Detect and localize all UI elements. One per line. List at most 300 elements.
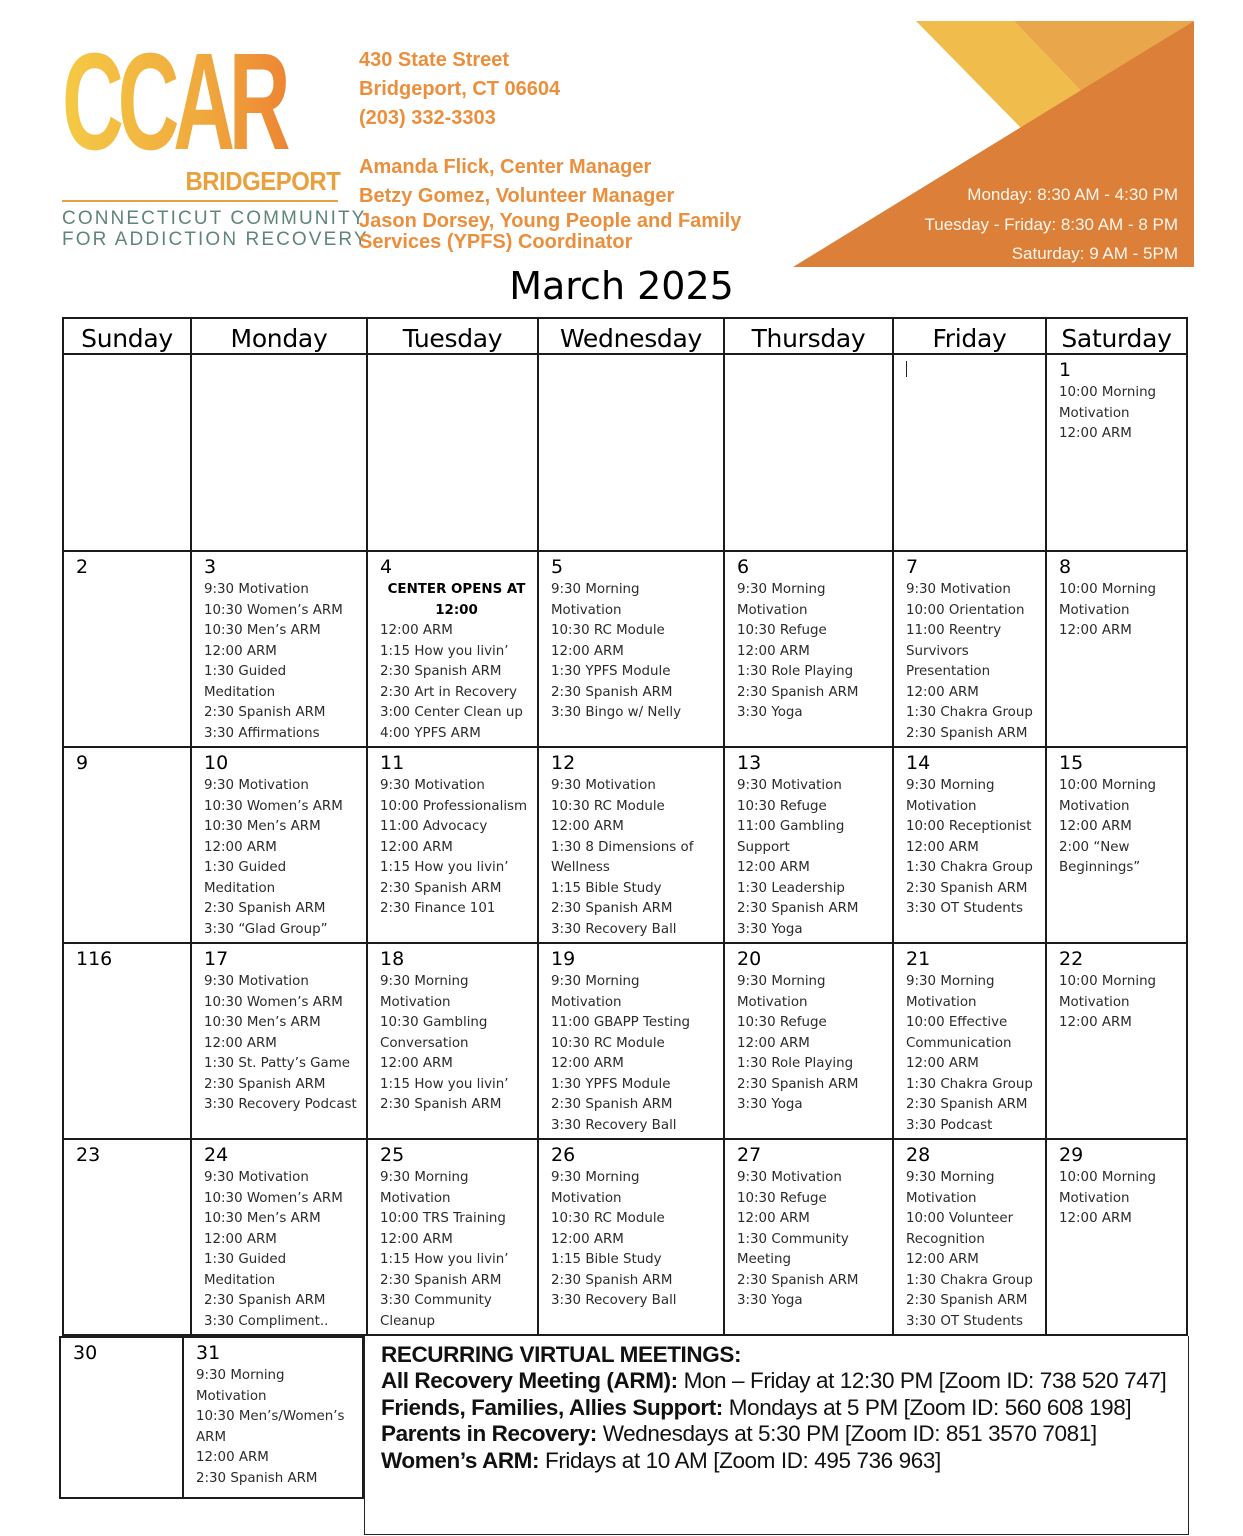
staff-ypfs-coordinator-cont: Services (YPFS) Coordinator <box>359 231 633 253</box>
event-line: 1:15 How you livin’ <box>380 643 509 659</box>
event-line: 2:30 Finance 101 <box>380 901 496 916</box>
event-line: 10:00 Orientation <box>906 602 1025 618</box>
event-line: 9:30 Motivation <box>204 974 309 989</box>
event-line: 11:00 Advocacy <box>380 819 488 834</box>
event-line: 12:00 ARM <box>380 623 453 638</box>
event-line: Conversation <box>380 1035 469 1051</box>
event-line: 10:00 Morning <box>1059 385 1157 400</box>
day-cell-3 <box>191 551 367 747</box>
logo-wordmark: CCAR <box>62 42 347 168</box>
event-line: 2:30 Spanish ARM <box>196 1470 318 1486</box>
event-line: 2:30 Spanish ARM <box>204 1293 326 1308</box>
event-line: 10:30 Men’s ARM <box>204 623 321 638</box>
event-line: 12:00 ARM <box>1059 819 1132 834</box>
event-line: 10:30 Men’s/Women’s <box>196 1409 345 1424</box>
week-row-5 <box>63 1139 1187 1335</box>
event-line: 3:30 Bingo w/ Nelly <box>551 705 682 720</box>
event-line: 10:00 TRS Training <box>380 1211 506 1226</box>
day-cell-26 <box>538 1139 724 1335</box>
event-line: 12:00 ARM <box>906 839 979 855</box>
day-cell-18 <box>367 943 538 1139</box>
month-title: March 2025 <box>509 264 734 308</box>
event-line: 1:30 Guided <box>204 1252 287 1267</box>
weekday-saturday: Saturday <box>1046 318 1187 354</box>
event-line: Motivation <box>1059 994 1130 1010</box>
calendar-last-week <box>59 1336 364 1499</box>
event-line: 11:00 Gambling <box>737 819 845 834</box>
empty-day-cell <box>191 354 367 551</box>
event-line: 3:30 Recovery Ball <box>551 1117 677 1133</box>
event-line: 9:30 Motivation <box>204 1170 309 1185</box>
day-cell-9 <box>63 747 191 943</box>
text-cursor-mark <box>906 361 907 377</box>
event-list <box>380 580 533 744</box>
event-line: 10:30 Men’s ARM <box>204 1211 321 1226</box>
event-list <box>906 972 1041 1136</box>
event-line: 9:30 Morning <box>551 582 640 597</box>
day-number: 22 <box>1059 948 1084 970</box>
event-line: 2:30 Spanish ARM <box>204 901 326 916</box>
event-line: 10:00 Morning <box>1059 778 1157 793</box>
event-line: 3:30 OT Students <box>906 901 1023 916</box>
event-line: 2:30 Spanish ARM <box>551 1272 673 1288</box>
event-line: 9:30 Morning <box>906 1170 995 1185</box>
event-line: 10:30 RC Module <box>551 1035 665 1051</box>
event-line: Motivation <box>551 994 622 1010</box>
day-number: 27 <box>737 1144 762 1166</box>
event-line: 9:30 Motivation <box>737 1170 842 1185</box>
event-list <box>380 776 533 920</box>
address-line-2: Bridgeport, CT 06604 <box>359 78 561 100</box>
tagline-line-1: CONNECTICUT COMMUNITY <box>62 208 367 229</box>
event-line: 10:00 Morning <box>1059 582 1157 597</box>
event-line: 10:30 Refuge <box>737 1015 827 1030</box>
staff-center-manager: Amanda Flick, Center Manager <box>359 156 652 178</box>
day-cell-30 <box>60 1337 183 1498</box>
day-cell-6 <box>724 551 893 747</box>
event-line: 10:30 RC Module <box>551 1211 665 1226</box>
event-line: Motivation <box>906 1190 977 1206</box>
day-number: 4 <box>380 556 393 578</box>
event-list <box>204 972 362 1116</box>
event-line: Motivation <box>551 1190 622 1206</box>
event-line: Motivation <box>906 994 977 1010</box>
event-line: Motivation <box>906 798 977 814</box>
event-line: 3:30 Yoga <box>737 1293 803 1308</box>
event-line: 1:30 YPFS Module <box>551 664 671 679</box>
event-line: 2:30 Art in Recovery <box>380 684 518 700</box>
event-line: 12:00 ARM <box>196 1450 269 1465</box>
event-line: 9:30 Motivation <box>551 778 656 793</box>
empty-day-cell <box>538 354 724 551</box>
event-line: 9:30 Morning <box>737 582 826 597</box>
event-line: 2:30 Spanish ARM <box>380 664 502 679</box>
event-line: 1:15 Bible Study <box>551 880 662 896</box>
event-line: 3:30 Recovery Ball <box>551 921 677 937</box>
event-line: 1:15 How you livin’ <box>380 860 509 875</box>
event-line: 1:15 How you livin’ <box>380 1252 509 1267</box>
event-line: 1:30 Chakra Group <box>906 1076 1033 1092</box>
day-cell-28 <box>893 1139 1046 1335</box>
event-line: 9:30 Motivation <box>737 778 842 793</box>
event-line: 9:30 Morning <box>551 1170 640 1185</box>
weekday-monday: Monday <box>191 318 367 354</box>
day-number: 26 <box>551 1144 576 1166</box>
day-cell-20 <box>724 943 893 1139</box>
day-number: 14 <box>906 752 931 774</box>
event-line: 2:30 Spanish ARM <box>551 1097 673 1112</box>
day-number: 8 <box>1059 556 1072 578</box>
event-list <box>1059 1168 1182 1230</box>
event-line: 1:30 Chakra Group <box>906 860 1033 875</box>
hours-list <box>924 180 1178 269</box>
day-cell-2 <box>63 551 191 747</box>
event-line: 12:00 ARM <box>1059 1015 1132 1030</box>
day-number: 10 <box>204 752 229 774</box>
virtual-meeting-parents: Parents in Recovery: Wednesdays at 5:30 PM [Zoom ID: 851 3570 7081] <box>381 1421 1097 1447</box>
event-line: Presentation <box>906 664 991 679</box>
event-line: Motivation <box>1059 602 1130 618</box>
event-line: 12:00 ARM <box>380 1056 453 1071</box>
event-line: 1:30 Chakra Group <box>906 705 1033 720</box>
event-list <box>380 1168 533 1332</box>
day-number: 21 <box>906 948 931 970</box>
day-number: 18 <box>380 948 405 970</box>
event-line: 2:30 Spanish ARM <box>906 725 1028 741</box>
day-cell-22 <box>1046 943 1187 1139</box>
week-row-2 <box>63 551 1187 747</box>
event-line: 3:30 Yoga <box>737 705 803 720</box>
day-cell-14 <box>893 747 1046 943</box>
day-cell-7 <box>893 551 1046 747</box>
day-cell-10 <box>191 747 367 943</box>
day-number: 19 <box>551 948 576 970</box>
day-number: 116 <box>76 948 113 970</box>
phone-number: (203) 332-3303 <box>359 107 496 129</box>
hours-banner <box>793 21 1194 267</box>
event-line: 9:30 Motivation <box>204 778 309 793</box>
event-line: 12:00 ARM <box>204 1035 277 1051</box>
event-line: 1:30 Leadership <box>737 880 845 896</box>
event-line: 9:30 Motivation <box>380 778 485 793</box>
day-number: 1 <box>1059 359 1072 381</box>
event-line: Motivation <box>380 994 451 1010</box>
weekday-thursday: Thursday <box>724 318 893 354</box>
event-list <box>1059 580 1182 642</box>
day-cell-4 <box>367 551 538 747</box>
event-line: Motivation <box>1059 798 1130 814</box>
event-line: ARM <box>196 1429 227 1445</box>
event-line: 2:30 Spanish ARM <box>380 1097 502 1112</box>
event-list <box>551 580 719 724</box>
logo-divider <box>62 200 338 202</box>
event-line: 12:00 ARM <box>737 1211 810 1226</box>
event-line: 10:00 Morning <box>1059 974 1157 989</box>
day-number: 25 <box>380 1144 405 1166</box>
event-list <box>906 776 1041 920</box>
event-line: 3:30 OT Students <box>906 1313 1023 1329</box>
event-line: 12:00 ARM <box>551 1231 624 1247</box>
event-line: Motivation <box>737 994 808 1010</box>
center-notice: CENTER OPENS AT <box>387 582 526 597</box>
event-list <box>551 776 719 940</box>
day-cell-15 <box>1046 747 1187 943</box>
day-cell-5 <box>538 551 724 747</box>
event-line: 12:00 ARM <box>204 1231 277 1247</box>
event-line: 10:00 Volunteer <box>906 1211 1014 1226</box>
event-line: 2:30 Spanish ARM <box>551 901 673 916</box>
event-line: 12:00 ARM <box>906 1056 979 1071</box>
day-cell-1 <box>1046 354 1187 551</box>
weekday-tuesday: Tuesday <box>367 318 538 354</box>
event-list <box>737 1168 888 1312</box>
event-line: 10:30 Refuge <box>737 798 827 814</box>
event-line: 2:30 Spanish ARM <box>737 1076 859 1092</box>
day-cell-31 <box>183 1337 363 1498</box>
event-line: Meditation <box>204 684 276 700</box>
event-line: Recognition <box>906 1231 985 1247</box>
event-line: 2:30 Spanish ARM <box>737 684 859 700</box>
event-line: 9:30 Motivation <box>204 582 309 597</box>
day-number: 28 <box>906 1144 931 1166</box>
event-line: 12:00 ARM <box>380 1231 453 1247</box>
week-row-1 <box>63 354 1187 551</box>
weekday-header-row <box>63 318 1187 354</box>
event-line: 2:30 Spanish ARM <box>906 1293 1028 1308</box>
empty-day-cell <box>893 354 1046 551</box>
event-line: 2:30 Spanish ARM <box>380 1272 502 1288</box>
event-line: 2:30 Spanish ARM <box>551 684 673 700</box>
event-line: 3:00 Center Clean up <box>380 705 523 720</box>
day-number: 5 <box>551 556 564 578</box>
event-line: 1:30 Role Playing <box>737 1056 854 1071</box>
event-line: 12:00 ARM <box>1059 426 1132 441</box>
recurring-virtual-meetings <box>364 1336 1189 1535</box>
ccar-logo <box>62 25 369 250</box>
tagline-line-2: FOR ADDICTION RECOVERY <box>62 229 369 250</box>
event-line: Communication <box>906 1035 1012 1051</box>
event-line: 10:00 Professionalism <box>380 798 528 814</box>
virtual-meeting-arm: All Recovery Meeting (ARM): Mon – Friday at 12:30 PM [Zoom ID: 738 520 747] <box>381 1368 1167 1394</box>
event-line: 2:30 Spanish ARM <box>204 705 326 720</box>
day-number: 9 <box>76 752 89 774</box>
event-line: 11:00 GBAPP Testing <box>551 1015 691 1030</box>
event-line: 12:00 ARM <box>1059 1211 1132 1226</box>
hours-tue-fri: Tuesday - Friday: 8:30 AM - 8 PM <box>924 214 1178 234</box>
address-line-1: 430 State Street <box>359 49 510 71</box>
day-number: 24 <box>204 1144 229 1166</box>
day-number: 15 <box>1059 752 1084 774</box>
event-list <box>737 776 888 940</box>
event-list <box>380 972 533 1116</box>
empty-day-cell <box>724 354 893 551</box>
day-cell-19 <box>538 943 724 1139</box>
event-line: 1:15 Bible Study <box>551 1252 662 1267</box>
event-line: 10:00 Effective <box>906 1015 1008 1030</box>
event-list <box>204 1168 362 1332</box>
calendar-grid <box>62 317 1188 1336</box>
day-cell-24 <box>191 1139 367 1335</box>
event-line: 10:30 Refuge <box>737 1190 827 1206</box>
event-line: 10:30 RC Module <box>551 798 665 814</box>
event-line: 2:30 Spanish ARM <box>737 901 859 916</box>
day-cell-116 <box>63 943 191 1139</box>
event-line: 2:30 Spanish ARM <box>204 1076 326 1092</box>
event-line: 10:30 Women’s ARM <box>204 602 343 618</box>
event-line: 3:30 Podcast <box>906 1117 993 1133</box>
day-number: 29 <box>1059 1144 1084 1166</box>
event-line: 3:30 Community <box>380 1293 492 1308</box>
event-line: 10:30 Men’s ARM <box>204 819 321 834</box>
event-list <box>1059 776 1182 879</box>
center-notice: 12:00 <box>435 602 478 618</box>
weekday-sunday: Sunday <box>63 318 191 354</box>
event-list <box>196 1366 358 1489</box>
event-line: 10:30 Gambling <box>380 1015 488 1030</box>
event-line: 9:30 Morning <box>380 974 469 989</box>
hours-saturday: Saturday: 9 AM - 5PM <box>1011 244 1178 263</box>
event-line: 1:30 Guided <box>204 860 287 875</box>
event-line: 12:00 ARM <box>551 819 624 834</box>
event-line: 3:30 Recovery Ball <box>551 1293 677 1308</box>
event-line: Meditation <box>204 1272 276 1288</box>
day-number: 23 <box>76 1144 101 1166</box>
event-line: Motivation <box>1059 1190 1130 1206</box>
empty-day-cell <box>367 354 538 551</box>
event-line: Cleanup <box>380 1313 435 1329</box>
event-line: 12:00 ARM <box>737 860 810 875</box>
event-line: Meeting <box>737 1252 791 1267</box>
event-line: Motivation <box>551 602 622 618</box>
day-cell-23 <box>63 1139 191 1335</box>
event-line: 9:30 Morning <box>380 1170 469 1185</box>
day-cell-11 <box>367 747 538 943</box>
event-list <box>1059 972 1182 1034</box>
event-list <box>551 972 719 1136</box>
event-line: 12:00 ARM <box>906 1252 979 1267</box>
event-line: 10:30 Men’s ARM <box>204 1015 321 1030</box>
day-cell-13 <box>724 747 893 943</box>
virtual-meetings-title: RECURRING VIRTUAL MEETINGS: <box>381 1342 742 1367</box>
event-line: Meditation <box>204 880 276 896</box>
event-line: 9:30 Morning <box>551 974 640 989</box>
event-line: 9:30 Morning <box>196 1368 285 1383</box>
event-list <box>1059 383 1182 445</box>
event-line: 12:00 ARM <box>551 1056 624 1071</box>
event-line: 12:00 ARM <box>906 684 979 700</box>
event-line: 12:00 ARM <box>1059 623 1132 638</box>
event-line: 10:30 Refuge <box>737 623 827 638</box>
event-line: 4:00 YPFS ARM <box>380 725 481 741</box>
day-number: 11 <box>380 752 405 774</box>
event-list <box>906 1168 1041 1332</box>
staff-volunteer-manager: Betzy Gomez, Volunteer Manager <box>359 185 675 207</box>
event-line: 9:30 Morning <box>906 974 995 989</box>
day-number: 3 <box>204 556 217 578</box>
logo-tagline <box>62 208 369 250</box>
event-line: 3:30 Recovery Podcast <box>204 1097 357 1112</box>
virtual-meeting-womens-arm: Women’s ARM: Fridays at 10 AM [Zoom ID: 495 736 963] <box>381 1447 941 1473</box>
day-number: 31 <box>196 1342 221 1364</box>
event-line: 2:30 Spanish ARM <box>906 1097 1028 1112</box>
event-line: 12:00 ARM <box>380 839 453 855</box>
event-line: 1:30 Guided <box>204 664 287 679</box>
day-cell-8 <box>1046 551 1187 747</box>
day-number: 17 <box>204 948 229 970</box>
event-line: 3:30 Affirmations <box>204 725 320 741</box>
event-line: 9:30 Morning <box>737 974 826 989</box>
week-row-4 <box>63 943 1187 1139</box>
event-line: Survivors <box>906 643 969 659</box>
day-cell-27 <box>724 1139 893 1335</box>
day-number: 13 <box>737 752 762 774</box>
event-line: 12:00 ARM <box>737 1035 810 1051</box>
hours-monday: Monday: 8:30 AM - 4:30 PM <box>967 185 1178 204</box>
event-line: 10:30 Women’s ARM <box>204 798 343 814</box>
event-line: 10:30 Women’s ARM <box>204 1190 343 1206</box>
event-line: 10:00 Receptionist <box>906 819 1032 834</box>
event-line: Wellness <box>551 860 610 875</box>
event-line: 1:15 How you livin’ <box>380 1076 509 1092</box>
staff-ypfs-coordinator: Jason Dorsey, Young People and Family <box>359 210 742 232</box>
event-line: Motivation <box>380 1190 451 1206</box>
event-line: 2:30 Spanish ARM <box>380 880 502 896</box>
event-line: 12:00 ARM <box>204 643 277 659</box>
event-line: 12:00 ARM <box>204 839 277 855</box>
event-line: 9:30 Morning <box>906 778 995 793</box>
event-line: 3:30 “Glad Group” <box>204 921 328 937</box>
event-line: 3:30 Yoga <box>737 921 803 937</box>
event-line: 2:30 Spanish ARM <box>737 1272 859 1288</box>
contact-block <box>359 46 741 253</box>
day-number: 30 <box>73 1342 98 1364</box>
event-line: 3:30 Compliment.. <box>204 1313 329 1329</box>
event-line: 1:30 St. Patty’s Game <box>204 1056 351 1071</box>
day-number: 20 <box>737 948 762 970</box>
event-line: 1:30 Community <box>737 1231 849 1247</box>
logo-city: BRIDGEPORT <box>185 166 340 196</box>
week-row-6 <box>60 1337 363 1498</box>
event-line: 1:30 8 Dimensions of <box>551 839 694 855</box>
event-line: 1:30 YPFS Module <box>551 1076 671 1092</box>
day-number: 2 <box>76 556 89 578</box>
event-line: 10:00 Morning <box>1059 1170 1157 1185</box>
event-line: 10:30 Women’s ARM <box>204 994 343 1010</box>
event-list <box>551 1168 719 1312</box>
day-cell-29 <box>1046 1139 1187 1335</box>
event-line: 1:30 Chakra Group <box>906 1272 1033 1288</box>
event-line: 11:00 Reentry <box>906 623 1002 638</box>
event-list <box>204 776 362 940</box>
day-cell-21 <box>893 943 1046 1139</box>
event-line: 3:30 Yoga <box>737 1097 803 1112</box>
event-line: Beginnings” <box>1059 860 1141 875</box>
day-cell-25 <box>367 1139 538 1335</box>
event-line: 12:00 ARM <box>737 643 810 659</box>
day-number: 6 <box>737 556 750 578</box>
event-list <box>906 580 1041 744</box>
event-line: Motivation <box>196 1388 267 1404</box>
event-line: 12:00 ARM <box>551 643 624 659</box>
calendar-body <box>63 354 1187 1335</box>
event-list <box>204 580 362 744</box>
event-line: 9:30 Motivation <box>906 582 1011 597</box>
day-number: 12 <box>551 752 576 774</box>
event-line: Support <box>737 839 790 855</box>
week-row-3 <box>63 747 1187 943</box>
day-number: 7 <box>906 556 919 578</box>
event-list <box>737 972 888 1116</box>
